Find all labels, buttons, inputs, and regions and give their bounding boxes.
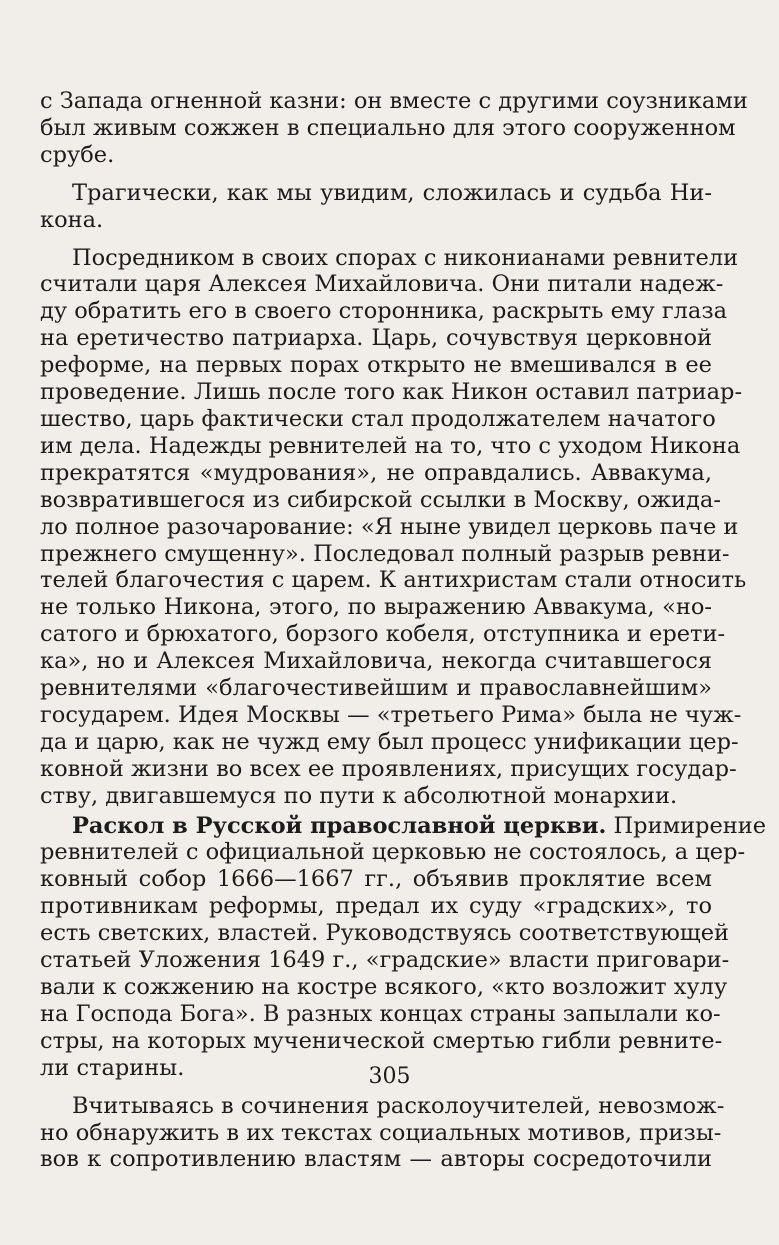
text-line — [40, 812, 767, 840]
text-line: шество, царь фактически стал продолжателем начатого — [40, 405, 716, 432]
text-line: прекратятся «мудрования», не оправдались. Аввакума, — [40, 459, 712, 486]
text-line: да и царю, как не чужд ему был процесс унификации цер- — [40, 728, 739, 755]
text-line: возвратившегося из сибирской ссылки в Москву, ожида- — [40, 486, 721, 513]
paragraph — [40, 1092, 725, 1174]
text-line: стры, на которых мученической смертью гибли ревните- — [40, 1027, 723, 1054]
text-line: не только Никона, этого, по выражению Аввакума, «но- — [40, 594, 712, 621]
text-line: есть светских, властей. Руководствуясь соответствующей — [40, 920, 730, 947]
text-line: им дела. Надежды ревнителей на то, что с уходом Никона — [40, 432, 741, 459]
text-line: ло полное разочарование: «Я ныне увидел церковь паче и — [40, 513, 739, 540]
text-line: Посредником в своих спорах с никонианами ревнители — [72, 244, 739, 271]
text-line: на еретичество патриарха. Царь, сочувствуя церковной — [40, 325, 712, 352]
section-heading: Раскол в Русской православной церкви. — [72, 812, 607, 839]
text-line: вов к сопротивлению властям — авторы сосредоточили — [40, 1146, 712, 1173]
text-line: статьей Уложения 1649 г., «градские» власти приговари- — [40, 947, 730, 974]
text-line: Вчитываясь в сочинения расколоучителей, невозмож- — [72, 1092, 725, 1119]
paragraph — [40, 88, 748, 169]
text-line: ду обратить его в своего сторонника, раскрыть ему глаза — [40, 298, 728, 325]
text-line: прежнего смущенну». Последовал полный разрыв ревни- — [40, 540, 730, 567]
text-line: но обнаружить в их текстах социальных мотивов, призы- — [40, 1119, 722, 1146]
text-line: с Запада огненной казни: он вместе с другими соузниками — [40, 88, 748, 114]
paragraph — [40, 244, 747, 810]
text-line: ка», но и Алексея Михайловича, некогда считавшегося — [40, 648, 712, 675]
text-line: сатого и брюхатого, борзого кобеля, отступника и ерети- — [40, 621, 726, 648]
text-line: считали царя Алексея Михайловича. Они питали надеж- — [40, 271, 724, 298]
text-line: ству, двигавшемуся по пути к абсолютной монархии. — [40, 782, 678, 809]
page-number: 305 — [368, 1064, 411, 1089]
text-line: кона. — [40, 206, 104, 233]
text-line: ковной жизни во всех ее проявлениях, присущих государ- — [40, 755, 737, 782]
text-line: был живым сожжен в специально для этого сооруженном — [40, 114, 736, 141]
text-line: вали к сожжению на костре всякого, «кто возложит хулу — [40, 974, 728, 1000]
text-line: на Господа Бога». В разных концах страны запылали ко- — [40, 1000, 721, 1027]
text-line: телей благочестия с царем. К антихристам стали относить — [40, 567, 747, 594]
text-line: срубе. — [40, 141, 115, 168]
text-line: реформе, на первых порах открыто не вмешивался в ее — [40, 352, 712, 379]
text-line: государем. Идея Москвы — «третьего Рима» была не чуж- — [40, 701, 742, 728]
text-line: ковный собор 1666—1667 гг., объявив проклятие всем — [40, 866, 712, 893]
text-line: ревнителями «благочестивейшим и православнейшим» — [40, 675, 712, 702]
paragraph — [40, 180, 712, 234]
text-line: проведение. Лишь после того как Никон оставил патриар- — [40, 379, 743, 406]
text-run: Примирение — [606, 812, 767, 839]
text-line: ли старины. — [40, 1054, 185, 1081]
text-line: противникам реформы, предал их суду «градских», то — [40, 893, 712, 920]
text-line: ревнителей с официальной церковью не состоялось, а цер- — [40, 839, 746, 866]
body-text — [40, 88, 767, 1184]
text-line: Трагически, как мы увидим, сложилась и судьба Ни- — [72, 179, 712, 206]
paragraph — [40, 812, 767, 1082]
